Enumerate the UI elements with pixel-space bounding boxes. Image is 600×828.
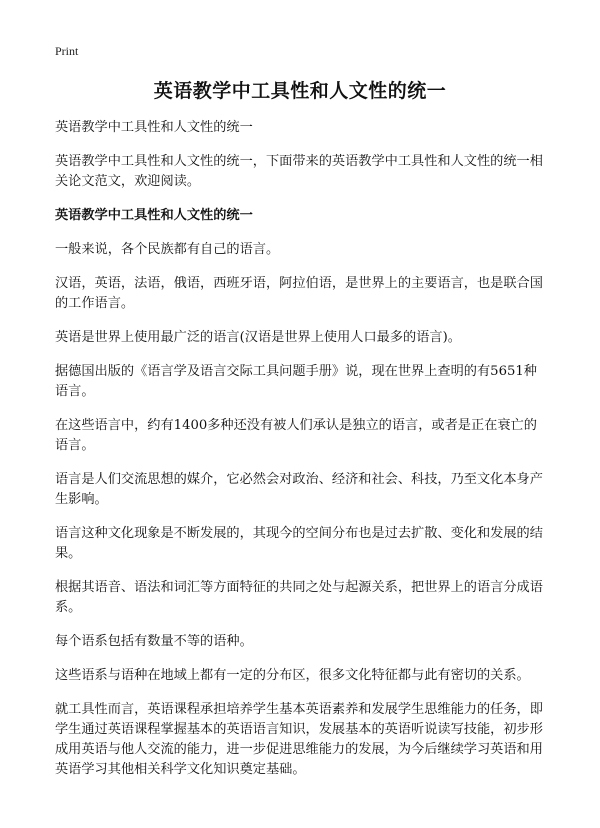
intro-title-line: 英语教学中工具性和人文性的统一 <box>55 120 253 135</box>
body-paragraph: 语言这种文化现象是不断发展的，其现今的空间分布也是过去扩散、变化和发展的结果。 <box>55 526 543 561</box>
article-body <box>55 118 550 794</box>
body-paragraph: 这些语系与语种在地域上都有一定的分布区，很多文化特征都与此有密切的关系。 <box>55 668 530 683</box>
body-paragraph: 就工具性而言，英语课程承担培养学生基本英语素养和发展学生思维能力的任务，即学生通过英语课程掌握基本的英语语言知识，发展基本的英语听说读写技能，初步形成用英语与他人交流的能力，进一步促进思维能力的发展，为今后继续学习英语和用英语学习其他相关科学文化知识奠定基础。 <box>55 702 543 777</box>
body-paragraph: 英语是世界上使用最广泛的语言(汉语是世界上使用人口最多的语言)。 <box>55 330 461 345</box>
body-paragraph: 据德国出版的《语言学及语言交际工具问题手册》说，现在世界上查明的有5651种语言。 <box>55 364 537 399</box>
body-paragraph: 根据其语音、语法和词汇等方面特征的共同之处与起源关系，把世界上的语言分成语系。 <box>55 580 543 615</box>
body-paragraph: 每个语系包括有数量不等的语种。 <box>55 634 253 649</box>
print-link[interactable]: Print <box>55 44 79 58</box>
body-paragraph: 汉语，英语，法语，俄语，西班牙语，阿拉伯语，是世界上的主要语言，也是联合国的工作语言。 <box>55 276 543 311</box>
body-paragraph: 一般来说，各个民族都有自己的语言。 <box>55 242 280 257</box>
body-paragraph: 在这些语言中，约有1400多种还没有被人们承认是独立的语言，或者是正在衰亡的语言。 <box>55 418 537 453</box>
page-title: 英语教学中工具性和人文性的统一 <box>153 80 447 102</box>
section-heading: 英语教学中工具性和人文性的统一 <box>55 208 253 223</box>
intro-paragraph: 英语教学中工具性和人文性的统一，下面带来的英语教学中工具性和人文性的统一相关论文范文，欢迎阅读。 <box>55 154 543 189</box>
body-paragraph: 语言是人们交流思想的媒介，它必然会对政治、经济和社会、科技，乃至文化本身产生影响。 <box>55 472 543 507</box>
